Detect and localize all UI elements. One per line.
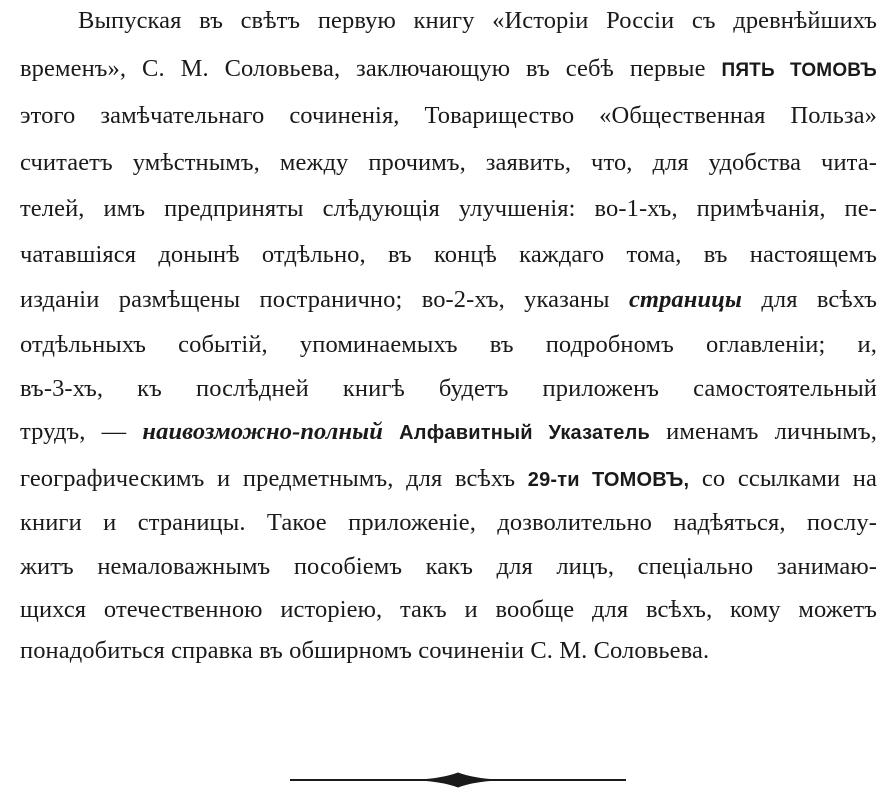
text-line (20, 282, 877, 318)
text-run: трудъ, — (20, 418, 143, 445)
text-run: временъ», С. М. Соловьева, заключающую въ себѣ первые (20, 55, 722, 82)
emphasis-volumes: ПЯТЬ ТОМОВЪ (721, 60, 878, 81)
emphasis-complete: наивозможно-полный (142, 418, 383, 445)
emphasis-pages: страницы (628, 286, 743, 313)
emphasis-index-title: Алфавитный Указатель (399, 422, 651, 444)
text-line (20, 414, 877, 450)
text-line (20, 237, 877, 273)
text-line (20, 191, 877, 227)
ornamental-rule-icon (290, 770, 626, 790)
text-run: для всѣхъ (742, 286, 877, 313)
text-run: этого замѣчательнаго сочиненія, Товарищество «Общественная Польза» (20, 102, 877, 129)
text-run: со ссылками на (689, 465, 877, 492)
text-line (20, 98, 877, 134)
text-line (20, 592, 877, 628)
emphasis-29-volumes: 29-ти ТОМОВЪ, (527, 469, 690, 491)
text-run: чатавшіяся донынѣ отдѣльно, въ концѣ каждаго тома, въ настоящемъ (20, 241, 877, 268)
text-run (383, 418, 399, 445)
text-run: телей, имъ предприняты слѣдующія улучшенія: во-1-хъ, примѣчанія, пе- (20, 195, 877, 222)
text-run: географическимъ и предметнымъ, для всѣхъ (20, 465, 528, 492)
text-line (78, 3, 877, 39)
text-run: изданіи размѣщены постранично; во-2-хъ, указаны (20, 286, 629, 313)
text-run: щихся отечественною исторіею, такъ и вообще для всѣхъ, кому можетъ (20, 596, 877, 623)
text-line (20, 371, 877, 407)
text-run: отдѣльныхъ событій, упоминаемыхъ въ подробномъ оглавленіи; и, (20, 331, 877, 358)
text-run: Выпуская въ свѣтъ первую книгу «Исторіи Россіи съ древнѣйшихъ (78, 7, 877, 34)
text-run: книги и страницы. Такое приложеніе, дозволительно надѣяться, послу- (20, 509, 877, 536)
text-line (20, 51, 877, 87)
text-run: понадобиться справка въ обширномъ сочиненіи С. М. Соловьева. (20, 637, 710, 664)
text-run: считаетъ умѣстнымъ, между прочимъ, заявить, что, для удобства чита- (20, 149, 877, 176)
text-line (20, 549, 877, 585)
text-line (20, 633, 709, 669)
text-run: именамъ личнымъ, (650, 418, 877, 445)
text-line (20, 145, 877, 181)
text-line (20, 327, 877, 363)
text-run: въ-3-хъ, къ послѣдней книгѣ будетъ приложенъ самостоятельный (20, 375, 877, 402)
text-run: житъ немаловажнымъ пособіемъ какъ для лицъ, спеціально занимаю- (20, 553, 877, 580)
text-line (20, 505, 877, 541)
text-line (20, 461, 877, 497)
